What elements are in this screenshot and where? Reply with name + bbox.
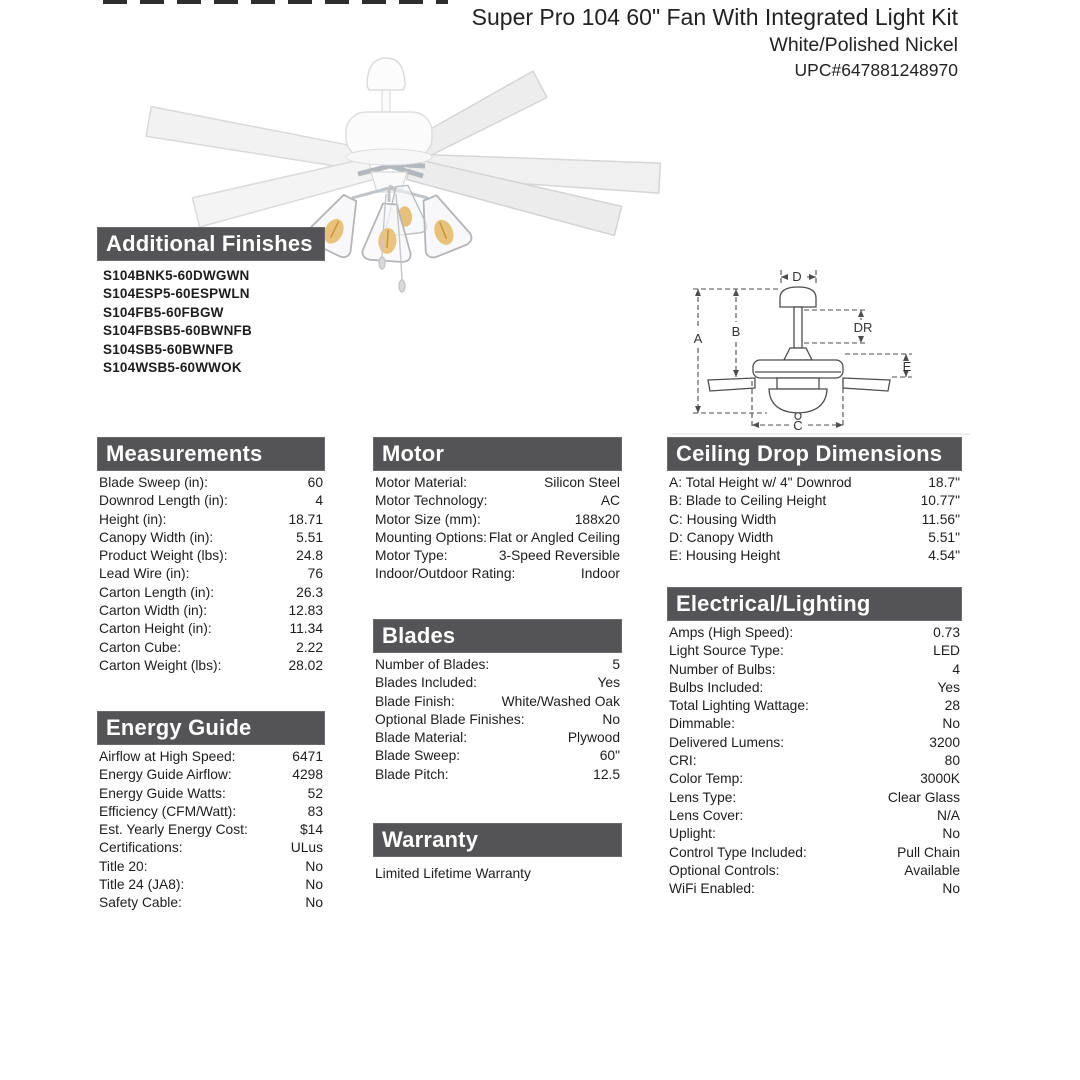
finish-item: S104SB5-60BWNFB [103,341,234,357]
spec-value: No [305,858,323,874]
spec-value: 3-Speed Reversible [498,548,620,564]
spec-value: Silicon Steel [544,475,620,490]
section-additional-finishes [97,227,325,377]
upc-code: UPC#647881248970 [794,60,958,80]
section-header: Ceiling Drop Dimensions [667,437,962,471]
spec-label: Blade Pitch: [375,766,449,782]
spec-value: 28.02 [288,657,323,673]
spec-row [97,821,325,839]
spec-label: Title 20: [99,858,148,874]
spec-label: Motor Type: [375,548,448,564]
spec-value: Yes [597,675,620,691]
spec-row [667,511,962,529]
spec-rows [373,474,622,584]
spec-label: CRI: [669,753,697,769]
spec-label: Light Source Type: [669,643,784,659]
spec-rows [667,474,962,565]
spec-value: N/A [937,807,960,823]
spec-row [97,547,325,565]
dimension-label-b: B [731,324,741,339]
spec-value: 10.77" [920,493,960,509]
spec-row [373,474,622,492]
spec-value: 52 [307,785,323,801]
finish-item: S104ESP5-60ESPWLN [103,286,250,302]
spec-label: Uplight: [669,826,716,842]
spec-row [373,747,622,765]
dimension-label-a: A [693,331,703,346]
spec-row [97,657,325,675]
spec-row [667,547,962,565]
spec-row [667,715,962,733]
spec-value: 5 [612,657,620,672]
spec-value: No [305,877,323,893]
page-title: Super Pro 104 60" Fan With Integrated Light Kit [471,4,958,30]
spec-value: 12.5 [593,766,620,782]
spec-row [667,661,962,679]
spec-label: WiFi Enabled: [669,881,755,897]
spec-row [97,620,325,638]
diagram-housing [753,360,843,378]
dimension-label-d: D [792,269,802,284]
spec-value: 3200 [929,734,960,750]
spec-label: Optional Controls: [669,862,780,878]
spec-row [667,862,962,880]
spec-label: Optional Blade Finishes: [375,711,525,727]
spec-value: 2.22 [296,639,323,655]
spec-value: 3000K [920,771,960,787]
fan-blade [146,107,372,172]
spec-label: Carton Width (in): [99,603,208,619]
spec-label: Motor Material: [375,475,468,490]
spec-row [97,894,325,912]
spec-row [97,639,325,657]
spec-label: Number of Bulbs: [669,661,776,677]
spec-label: E: Housing Height [669,548,781,564]
spec-label: Downrod Length (in): [99,493,228,509]
spec-label: Carton Weight (lbs): [99,657,222,673]
spec-value: Indoor [580,566,620,582]
diagram-blade-right [843,378,890,391]
spec-value: 83 [307,803,323,819]
spec-label: Dimmable: [669,716,735,732]
spec-row [97,785,325,803]
spec-rows [97,748,325,913]
fan-downrod [382,90,390,114]
spec-label: Lens Cover: [669,807,744,823]
spec-row [667,474,962,492]
spec-row [667,679,962,697]
section-header: Additional Finishes [97,227,325,261]
spec-row [97,474,325,492]
spec-row [373,729,622,747]
spec-label: Delivered Lumens: [669,734,785,750]
spec-row [373,656,622,674]
spec-rows [97,474,325,675]
spec-label: Energy Guide Watts: [99,785,226,801]
spec-row [97,858,325,876]
spec-label: Title 24 (JA8): [99,877,185,893]
spec-label: Height (in): [99,511,167,527]
spec-label: Mounting Options: [375,529,487,545]
spec-value: 4 [315,493,323,509]
spec-value: No [942,881,960,897]
finish-item: S104FBSB5-60BWNFB [103,323,252,339]
spec-value: 60 [307,475,323,490]
warranty-text: Limited Lifetime Warranty [375,866,531,881]
spec-value: Pull Chain [897,844,960,860]
spec-label: Canopy Width (in): [99,529,214,545]
spec-row [373,711,622,729]
finish-name: White/Polished Nickel [769,34,958,56]
spec-value: Available [904,862,960,878]
section-header: Energy Guide [97,711,325,745]
spec-label: Lens Type: [669,789,737,805]
spec-label: Blade Material: [375,730,468,746]
section-energy-guide [97,711,325,913]
spec-value: 24.8 [296,548,323,564]
spec-value: 26.3 [296,584,323,600]
spec-value: No [602,711,620,727]
spec-row [97,876,325,894]
spec-value: $14 [299,822,323,838]
spec-label: Total Lighting Wattage: [669,698,809,714]
spec-row [667,642,962,660]
section-header: Measurements [97,437,325,471]
spec-row [97,803,325,821]
spec-value: 18.71 [288,511,323,527]
diagram-cone [784,348,812,360]
section-ceiling-drop-dimensions [667,437,962,565]
section-electrical-lighting [667,587,962,898]
spec-label: Number of Blades: [375,657,490,672]
spec-value: No [942,826,960,842]
spec-row [373,766,622,784]
finish-item: S104WSB5-60WWOK [103,360,242,376]
spec-value: Flat or Angled Ceiling [488,529,620,545]
spec-label: Product Weight (lbs): [99,548,228,564]
spec-label: Carton Height (in): [99,621,212,637]
spec-value: AC [600,493,620,509]
dimension-label-e: E [902,359,912,374]
spec-row [373,492,622,510]
spec-value: 76 [307,566,323,582]
dimension-label-c: C [793,418,803,433]
spec-value: 188x20 [574,511,620,527]
section-blades [373,619,622,784]
spec-row [97,602,325,620]
spec-label: A: Total Height w/ 4" Downrod [669,475,852,490]
spec-value: Clear Glass [887,789,960,805]
spec-label: Est. Yearly Energy Cost: [99,822,248,838]
spec-label: C: Housing Width [669,511,777,527]
section-header: Motor [373,437,622,471]
spec-row [667,789,962,807]
spec-row [667,844,962,862]
spec-value: 4298 [292,767,323,783]
spec-label: Efficiency (CFM/Watt): [99,803,237,819]
spec-label: Carton Cube: [99,639,182,655]
spec-label: Blade Sweep (in): [99,475,208,490]
spec-value: White/Washed Oak [501,693,620,709]
spec-row [373,529,622,547]
spec-label: Energy Guide Airflow: [99,767,232,783]
section-measurements [97,437,325,675]
spec-value: 5.51" [928,529,960,545]
spec-label: Certifications: [99,840,183,856]
spec-row [667,752,962,770]
spec-row [373,511,622,529]
spec-row [97,748,325,766]
spec-row [97,492,325,510]
diagram-light-bowl [769,389,827,413]
spec-value: 12.83 [288,603,323,619]
finish-item: S104BNK5-60DWGWN [103,268,250,283]
spec-row [667,697,962,715]
spec-row [97,511,325,529]
spec-label: D: Canopy Width [669,529,774,545]
spec-label: Amps (High Speed): [669,625,794,640]
spec-row [97,529,325,547]
spec-row [667,770,962,788]
diagram-blade-left [708,378,755,391]
section-header: Electrical/Lighting [667,587,962,621]
dimension-label-dr: DR [853,320,873,335]
spec-value: ULus [290,840,323,856]
spec-value: 11.56" [921,511,960,527]
spec-rows [667,624,962,898]
spec-label: Indoor/Outdoor Rating: [375,566,516,582]
spec-row [667,880,962,898]
spec-row [667,529,962,547]
diagram-downrod [794,307,802,348]
spec-row [667,807,962,825]
spec-value: 28 [944,698,960,714]
spec-label: Blade Sweep: [375,748,461,764]
spec-rows [373,656,622,784]
spec-row [97,565,325,583]
spec-row [97,839,325,857]
spec-label: Lead Wire (in): [99,566,190,582]
spec-value: Yes [937,679,960,695]
section-header: Warranty [373,823,622,857]
spec-value: Plywood [567,730,620,746]
section-header: Blades [373,619,622,653]
section-warranty [373,823,622,883]
spec-value: 18.7" [928,475,960,490]
spec-row [373,565,622,583]
spec-row [373,547,622,565]
spec-value: 6471 [292,749,323,764]
spec-label: Carton Length (in): [99,584,215,600]
spec-label: Color Temp: [669,771,744,787]
spec-label: Airflow at High Speed: [99,749,236,764]
spec-value: 80 [944,753,960,769]
spec-row [373,674,622,692]
spec-value: 4.54" [928,548,960,564]
spec-row [97,766,325,784]
spec-row [97,584,325,602]
cutoff-logo [103,0,448,4]
section-motor [373,437,622,584]
spec-value: LED [933,643,960,659]
spec-label: Control Type Included: [669,844,807,860]
dimension-diagram [670,250,972,436]
spec-label: Motor Technology: [375,493,488,509]
spec-value: 5.51 [296,529,323,545]
spec-value: 0.73 [933,625,960,640]
spec-value: 4 [952,661,960,677]
spec-row [373,693,622,711]
spec-value: 60" [599,748,620,764]
finish-item: S104FB5-60FBGW [103,304,224,320]
spec-label: Safety Cable: [99,895,182,911]
spec-label: Motor Size (mm): [375,511,481,527]
spec-value: No [942,716,960,732]
spec-row [667,734,962,752]
spec-row [667,624,962,642]
spec-label: Blade Finish: [375,693,455,709]
spec-value: No [305,895,323,911]
spec-label: Blades Included: [375,675,478,691]
spec-row [667,825,962,843]
finish-list [97,267,325,377]
diagram-canopy [780,287,816,307]
spec-label: B: Blade to Ceiling Height [669,493,827,509]
fan-canopy [367,58,405,90]
spec-row [667,492,962,510]
spec-value: 11.34 [289,621,323,637]
spec-label: Bulbs Included: [669,679,764,695]
